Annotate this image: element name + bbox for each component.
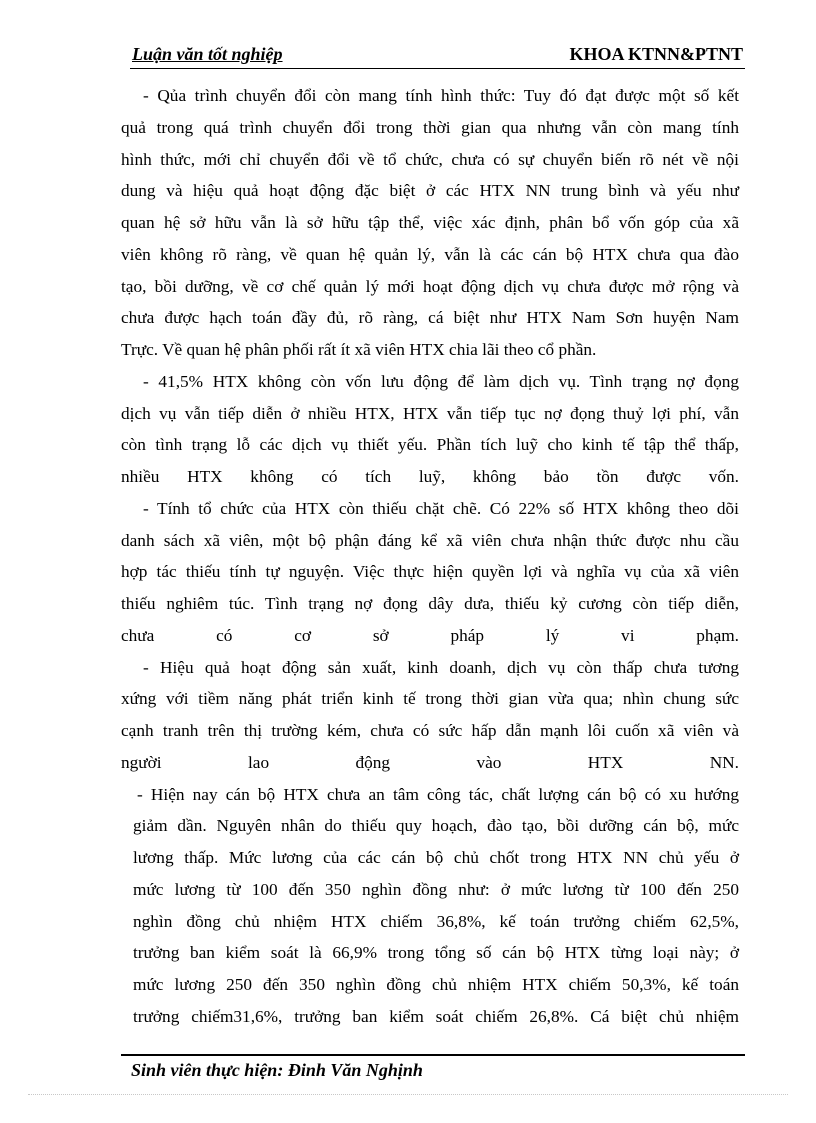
text-line: quả trong quá trình chuyển đổi trong thời gian qua nhưng vẫn còn mang tính [121, 117, 739, 137]
text-line: - Tính tổ chức của HTX còn thiếu chặt chẽ. Có 22% số HTX không theo dõi [143, 498, 739, 518]
text-line: danh sách xã viên, một bộ phận đáng kể xã viên chưa nhận thức được nhu cầu [121, 530, 739, 550]
text-line: cạnh tranh trên thị trường kém, chưa có sức hấp dẫn mạnh lôi cuốn xã viên và [121, 721, 739, 740]
text-line: Trực. Về quan hệ phân phối rất ít xã viên HTX chia lãi theo cổ phần. [121, 340, 597, 359]
text-line: trưởng chiếm31,6%, trưởng ban kiểm soát chiếm 26,8%. Cá biệt chủ nhiệm [133, 1006, 739, 1026]
text-line: dịch vụ vẫn tiếp diễn ở nhiều HTX, HTX vẫn tiếp tục nợ đọng thuỷ lợi phí, vẫn [121, 403, 739, 423]
text-line: lương thấp. Mức lương của các cán bộ chủ chốt trong HTX NN chủ yếu ở [133, 848, 739, 867]
text-line: mức lương 250 đến 350 nghìn đồng chủ nhiệm HTX chiếm 50,3%, kế toán [133, 975, 739, 994]
text-line: hợp tác thiếu tính tự nguyện. Việc thực hiện quyền lợi và nghĩa vụ của xã viên [121, 562, 739, 582]
text-line: quan hệ sở hữu vẫn là sở hữu tập thể, việc xác định, phân bổ vốn góp của xã [121, 213, 739, 232]
document-body [121, 80, 739, 1033]
footer-student-name: Sinh viên thực hiện: Đinh Văn Nghịnh [131, 1060, 423, 1080]
page-bottom-edge [28, 1094, 788, 1095]
text-line: - Qủa trình chuyển đổi còn mang tính hình thức: Tuy đó đạt được một số kết [143, 86, 739, 105]
header-faculty-label: KHOA KTNN&PTNT [569, 44, 743, 64]
text-line: dung và hiệu quả hoạt động đặc biệt ở các HTX NN trung bình và yếu như [121, 181, 739, 201]
text-line: còn tình trạng lỗ các dịch vụ thiết yếu. Phần tích luỹ cho kinh tế tập thể thấp, [121, 435, 739, 455]
text-line: người lao động vào HTX NN. [121, 752, 739, 772]
text-line: - Hiện nay cán bộ HTX chưa an tâm công tác, chất lượng cán bộ có xu hướng [137, 784, 739, 804]
text-line: chưa có cơ sở pháp lý vi phạm. [121, 625, 739, 645]
text-line: chưa được hạch toán đầy đủ, rõ ràng, cá biệt như HTX Nam Sơn huyện Nam [121, 308, 739, 328]
paragraph-efficiency [121, 652, 739, 779]
footer-divider [121, 1054, 745, 1056]
text-line: viên không rõ ràng, về quan hệ quản lý, vẫn là các cán bộ HTX chưa qua đào [121, 244, 739, 264]
text-line: trưởng ban kiểm soát là 66,9% trong tổng số cán bộ HTX từng loại này; ở [133, 943, 739, 963]
text-line: tạo, bồi dưỡng, về cơ chế quản lý mới hoạt động dịch vụ chưa được mở rộng và [121, 276, 739, 296]
text-line: - Hiệu quả hoạt động sản xuất, kinh doanh, dịch vụ còn thấp chưa tương [143, 657, 739, 677]
text-line: mức lương từ 100 đến 350 nghìn đồng như: ở mức lương từ 100 đến 250 [133, 879, 739, 899]
header-thesis-label: Luận văn tốt nghiệp [132, 44, 283, 64]
text-line: thiếu nghiêm túc. Tình trạng nợ đọng dây dưa, thiếu kỷ cương còn tiếp diễn, [121, 594, 739, 613]
paragraph-working-capital [121, 366, 739, 493]
header-divider [130, 68, 745, 69]
paragraph-staff-salary [121, 779, 739, 1033]
text-line: giảm dần. Nguyên nhân do thiếu quy hoạch, đào tạo, bồi dưỡng cán bộ, mức [133, 816, 739, 836]
text-line: hình thức, mới chỉ chuyển đổi về tổ chức, chưa có sự chuyển biến rõ nét về nội [121, 149, 739, 169]
paragraph-conversion-formality [121, 80, 739, 366]
text-line: - 41,5% HTX không còn vốn lưu động để làm dịch vụ. Tình trạng nợ đọng [143, 371, 739, 391]
text-line: nhiều HTX không có tích luỹ, không bảo tồn được vốn. [121, 467, 739, 486]
text-line: xứng với tiềm năng phát triển kinh tế trong thời gian vừa qua; nhìn chung sức [121, 689, 739, 709]
page-header [130, 44, 745, 68]
text-line: nghìn đồng chủ nhiệm HTX chiếm 36,8%, kế toán trưởng chiếm 62,5%, [133, 911, 739, 931]
paragraph-organization [121, 493, 739, 652]
